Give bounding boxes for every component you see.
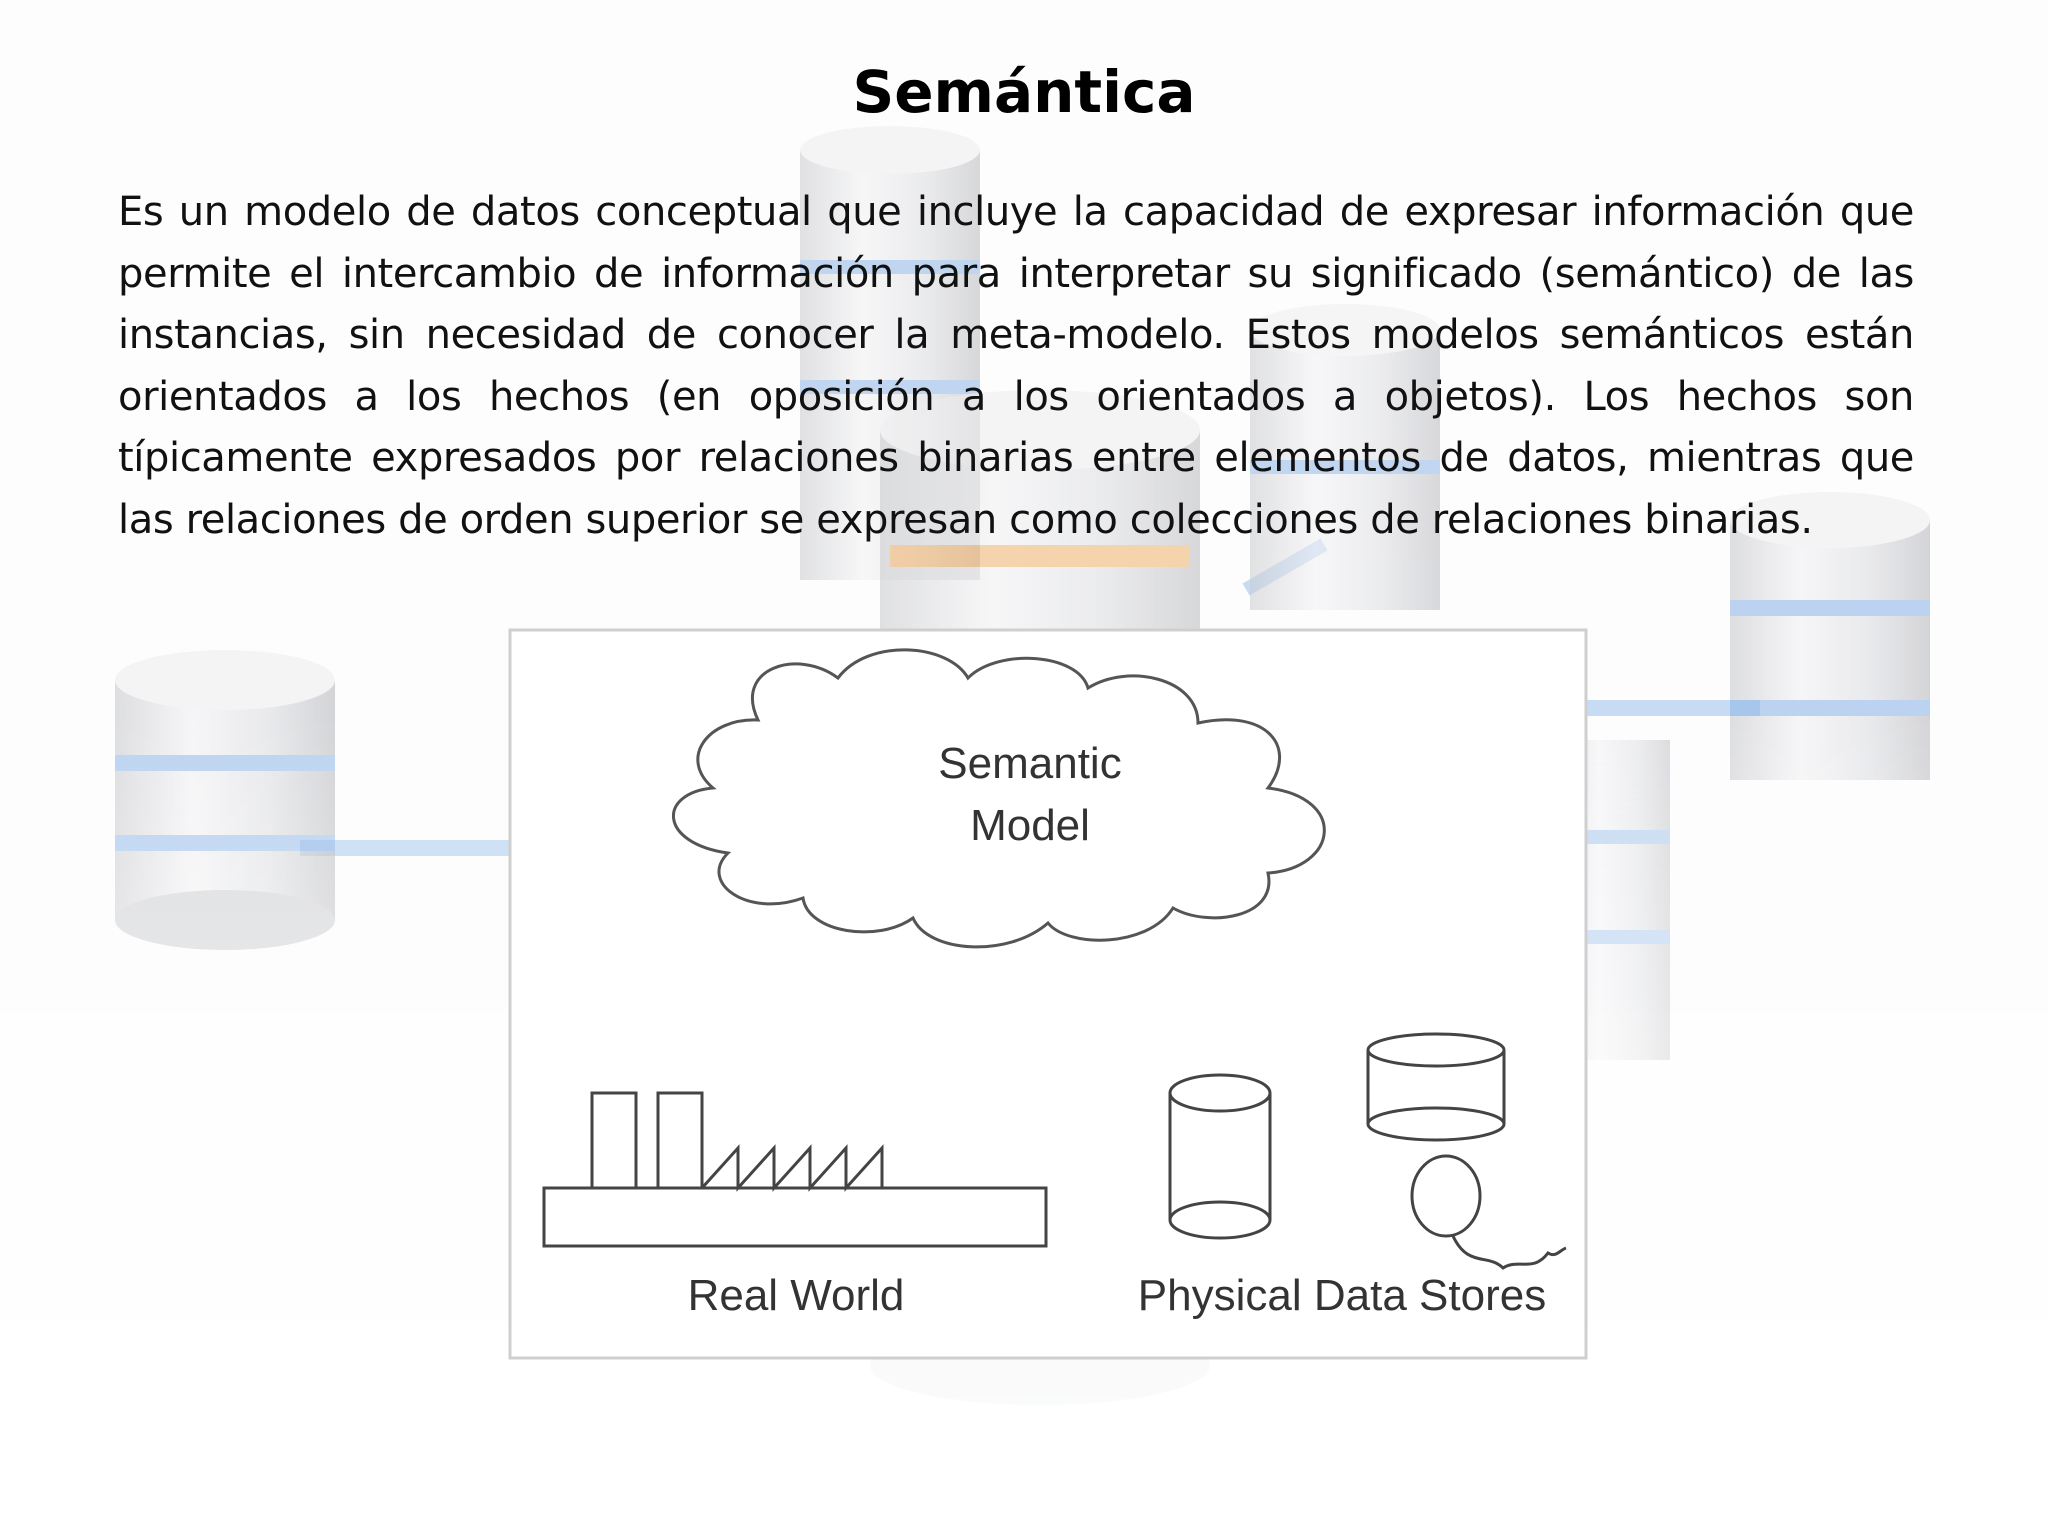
real-world-label: Real World [687, 1271, 905, 1320]
semantic-model-diagram [508, 628, 1588, 1360]
physical-data-stores-label: Physical Data Stores [1137, 1271, 1547, 1320]
cloud-label-line2: Model [970, 801, 1090, 850]
slide-title: Semántica [852, 58, 1196, 126]
slide-body-paragraph: Es un modelo de datos conceptual que incluye la capacidad de expresar información que permite el intercambio de información para interpretar su significado (semántico) de las instancias, sin necesidad de conocer la meta-modelo. Estos modelos semánticos están orientados a los hechos (en oposición a los orientados a objetos). Los hechos son típicamente expresados por relaciones binarias entre elementos de datos, mientras que las relaciones de orden superior se expresan como colecciones de relaciones binarias. [118, 189, 1914, 543]
cloud-label-line1: Semantic [938, 739, 1122, 788]
